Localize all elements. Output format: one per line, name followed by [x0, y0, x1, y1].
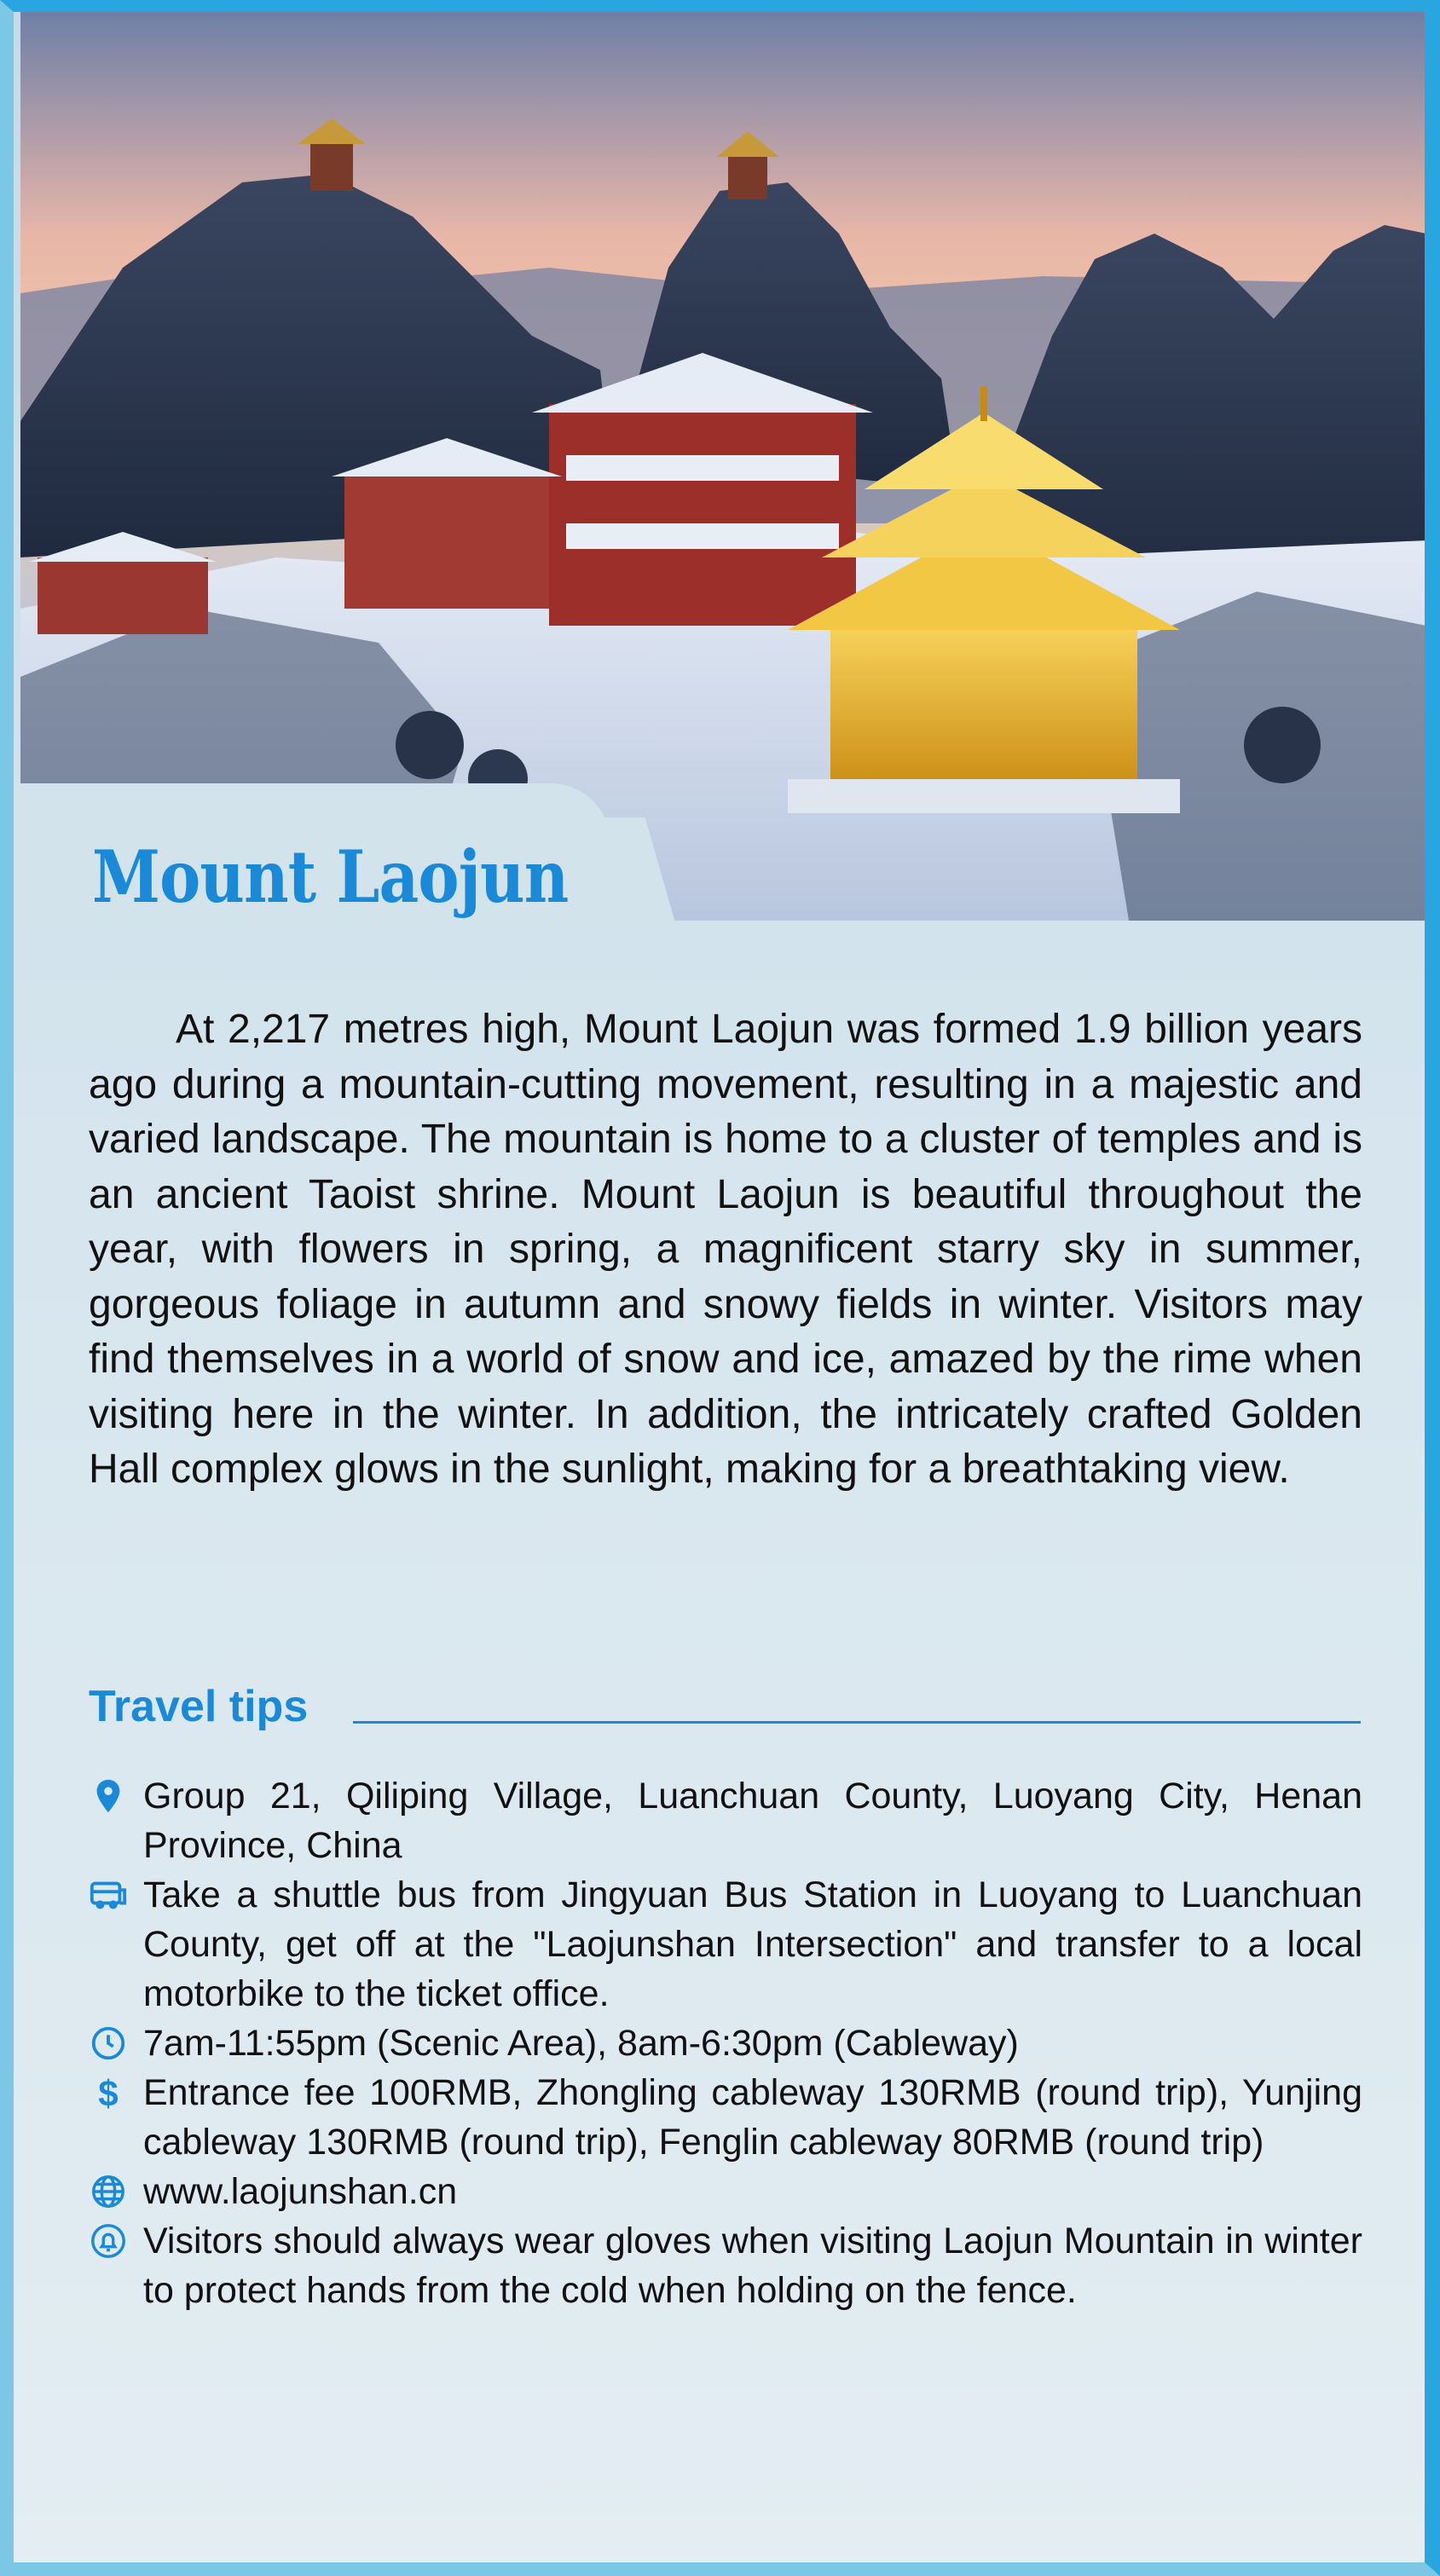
tip-text: Entrance fee 100RMB, Zhongling cableway 130RMB (round trip), Yunjing cableway 130RMB (round trip), Fenglin cableway 80RMB (round trip): [143, 2072, 1362, 2163]
location-pin-icon: [89, 1771, 143, 1821]
globe-icon: [89, 2167, 143, 2216]
dollar-icon: [89, 2068, 143, 2117]
bus-icon: [89, 1870, 143, 1920]
tip-prices: [89, 2068, 1362, 2167]
tip-text: 7am-11:55pm (Scenic Area), 8am-6:30pm (Cableway): [143, 2023, 1019, 2064]
intro-paragraph: At 2,217 metres high, Mount Laojun was formed 1.9 billion years ago during a mountain-cutting movement, resulting in a majestic and varied landscape. The mountain is home to a cluster of temples and is an ancient Taoist shrine. Mount Laojun is beautiful throughout the year, with flowers in spring, a magnificent starry sky in summer, gorgeous foliage in autumn and snowy fields in winter. Visitors may find themselves in a world of snow and ice, amazed by the rime when visiting here in the winter. In addition, the intricately crafted Golden Hall complex glows in the sunlight, making for a breathtaking view.: [89, 1007, 1362, 1492]
page-title: Mount Laojun: [92, 835, 569, 919]
alert-bell-icon: [89, 2216, 143, 2266]
tip-text: Visitors should always wear gloves when visiting Laojun Mountain in winter to protect hands from the cold when holding on the fence.: [143, 2221, 1362, 2311]
travel-tips-list: [89, 1771, 1362, 2315]
tip-hours: [89, 2019, 1362, 2068]
travel-tips-heading: Travel tips: [89, 1682, 309, 1731]
tip-transport: [89, 1870, 1362, 2019]
website-link[interactable]: www.laojunshan.cn: [143, 2171, 458, 2212]
tip-address: [89, 1771, 1362, 1870]
tip-website: [89, 2167, 1362, 2216]
svg-text:$: $: [98, 2073, 119, 2112]
tip-text: Group 21, Qiliping Village, Luanchuan County, Luoyang City, Henan Province, China: [143, 1776, 1362, 1866]
tip-advice: [89, 2216, 1362, 2315]
tip-text: Take a shuttle bus from Jingyuan Bus Station in Luoyang to Luanchuan County, get off at the "Laojunshan Intersection" and transfer to a local motorbike to the ticket office.: [143, 1874, 1362, 2014]
clock-icon: [89, 2019, 143, 2068]
heading-rule: [353, 1721, 1361, 1724]
